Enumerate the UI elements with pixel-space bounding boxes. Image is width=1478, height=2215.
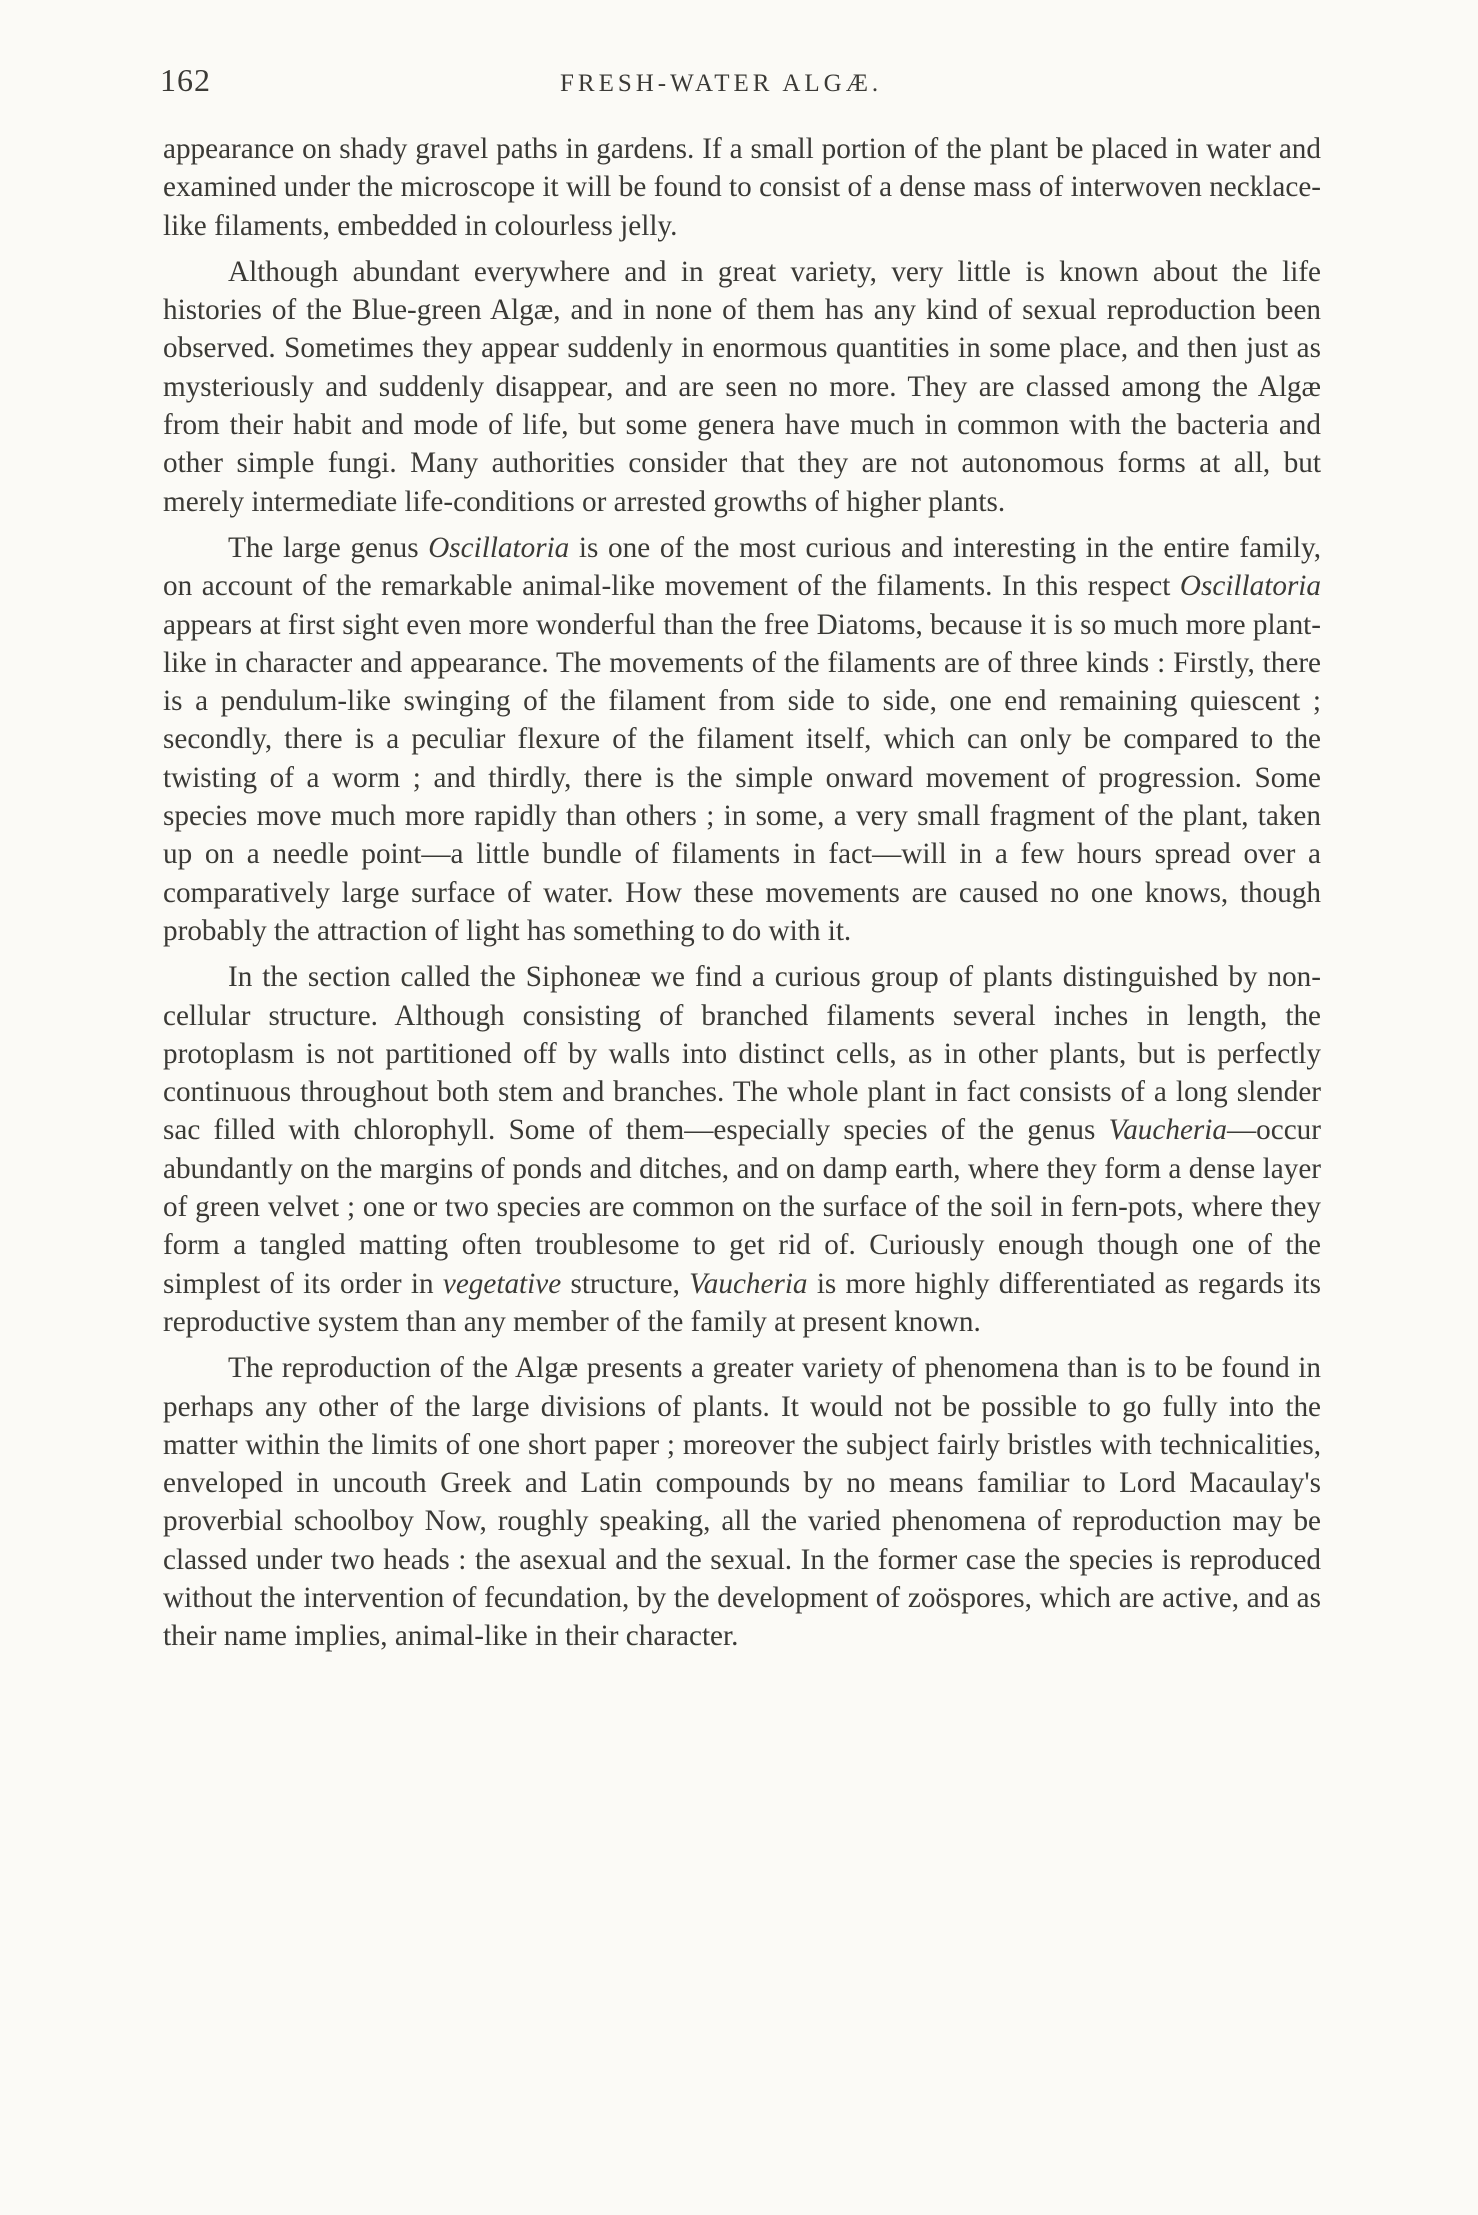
paragraph-4: [163, 958, 1321, 1341]
page-header: [160, 62, 1320, 112]
paragraph-2: [163, 253, 1321, 521]
italic-term: Oscillatoria: [1179, 570, 1321, 603]
text-run: is more highly differentiated as regards its reproductive system than any member of the family at present known.: [163, 1267, 1321, 1338]
italic-term: vegetative: [442, 1267, 562, 1300]
text-run: —occur abundantly on the margins of ponds and ditches, and on damp earth, where they form a dense layer of green velvet ; one or two species are common on the surface of the soil in fern-pots, where they form a tangled matting often troublesome to get rid of. Curiously enough though one of the simplest of its order in: [163, 1114, 1321, 1300]
page-number: 162: [160, 62, 211, 98]
text-run: The reproduction of the Algæ presents a greater variety of phenomena than is to be found in perhaps any other of the large divisions of plants. It would not be possible to go fully into the matter within the limits of one short paper ; moreover the subject fairly bristles with technicalities, enveloped in uncouth Greek and Latin compounds by no means familiar to Lord Macaulay's proverbial schoolboy Now, roughly speaking, all the varied phenomena of reproduction may be classed under two heads : the asexual and the sexual. In the former case the species is reproduced without the intervention of fecundation, by the development of zoöspores, which are active, and as their name implies, animal-like in their character.: [163, 1352, 1321, 1653]
text-run: is one of the most curious and interesting in the entire family, on account of the remarkable animal-like movement of the filaments. In this respect: [163, 531, 1321, 603]
text-run: structure,: [561, 1267, 690, 1300]
text-run: appearance on shady gravel paths in gardens. If a small portion of the plant be placed in water and examined under the microscope it will be found to consist of a dense mass of interwoven necklace-like filaments, embedded in colourless jelly.: [163, 133, 1321, 242]
text-run: The large genus: [228, 531, 429, 564]
body-text: [163, 130, 1321, 1660]
text-run: In the section called the Siphoneæ we find a curious group of plants distinguished by non-cellular structure. Although consisting of branched filaments several inches in length, the protoplasm is not partitioned off by walls into distinct cells, as in other plants, but is perfectly continuous throughout both stem and branches. The whole plant in fact consists of a long slender sac filled with chlorophyll. Some of them—especially species of the genus: [163, 961, 1321, 1147]
paragraph-3: [163, 529, 1321, 950]
paragraph-5: [163, 1349, 1321, 1655]
text-run: Although abundant everywhere and in great variety, very little is known about the life histories of the Blue-green Algæ, and in none of them has any kind of sexual reproduction been observed. Sometimes they appear suddenly in enormous quantities in some place, and then just as mysteriously and suddenly disappear, and are seen no more. They are classed among the Algæ from their habit and mode of life, but some genera have much in common with the bacteria and other simple fungi. Many authorities consider that they are not autonomous forms at all, but merely intermediate life-conditions or arrested growths of higher plants.: [163, 255, 1321, 518]
italic-term: Vaucheria: [1108, 1114, 1227, 1147]
italic-term: Oscillatoria: [428, 531, 570, 564]
text-run: appears at first sight even more wonderful than the free Diatoms, because it is so much more plant-like in character and appearance. The movements of the filaments are of three kinds : Firstly, there is a pendulum-like swinging of the filament from side to side, one end remaining quiescent ; secondly, there is a peculiar flexure of the filament itself, which can only be compared to the twisting of a worm ; and thirdly, there is the simple onward movement of progression. Some species move much more rapidly than others ; in some, a very small fragment of the plant, taken up on a needle point—a little bundle of filaments in fact—will in a few hours spread over a comparatively large surface of water. How these movements are caused no one knows, though probably the attraction of light has something to do with it.: [163, 608, 1321, 947]
italic-term: Vaucheria: [689, 1267, 808, 1300]
running-title: FRESH-WATER ALGÆ.: [560, 70, 883, 97]
paragraph-1: [163, 130, 1321, 245]
